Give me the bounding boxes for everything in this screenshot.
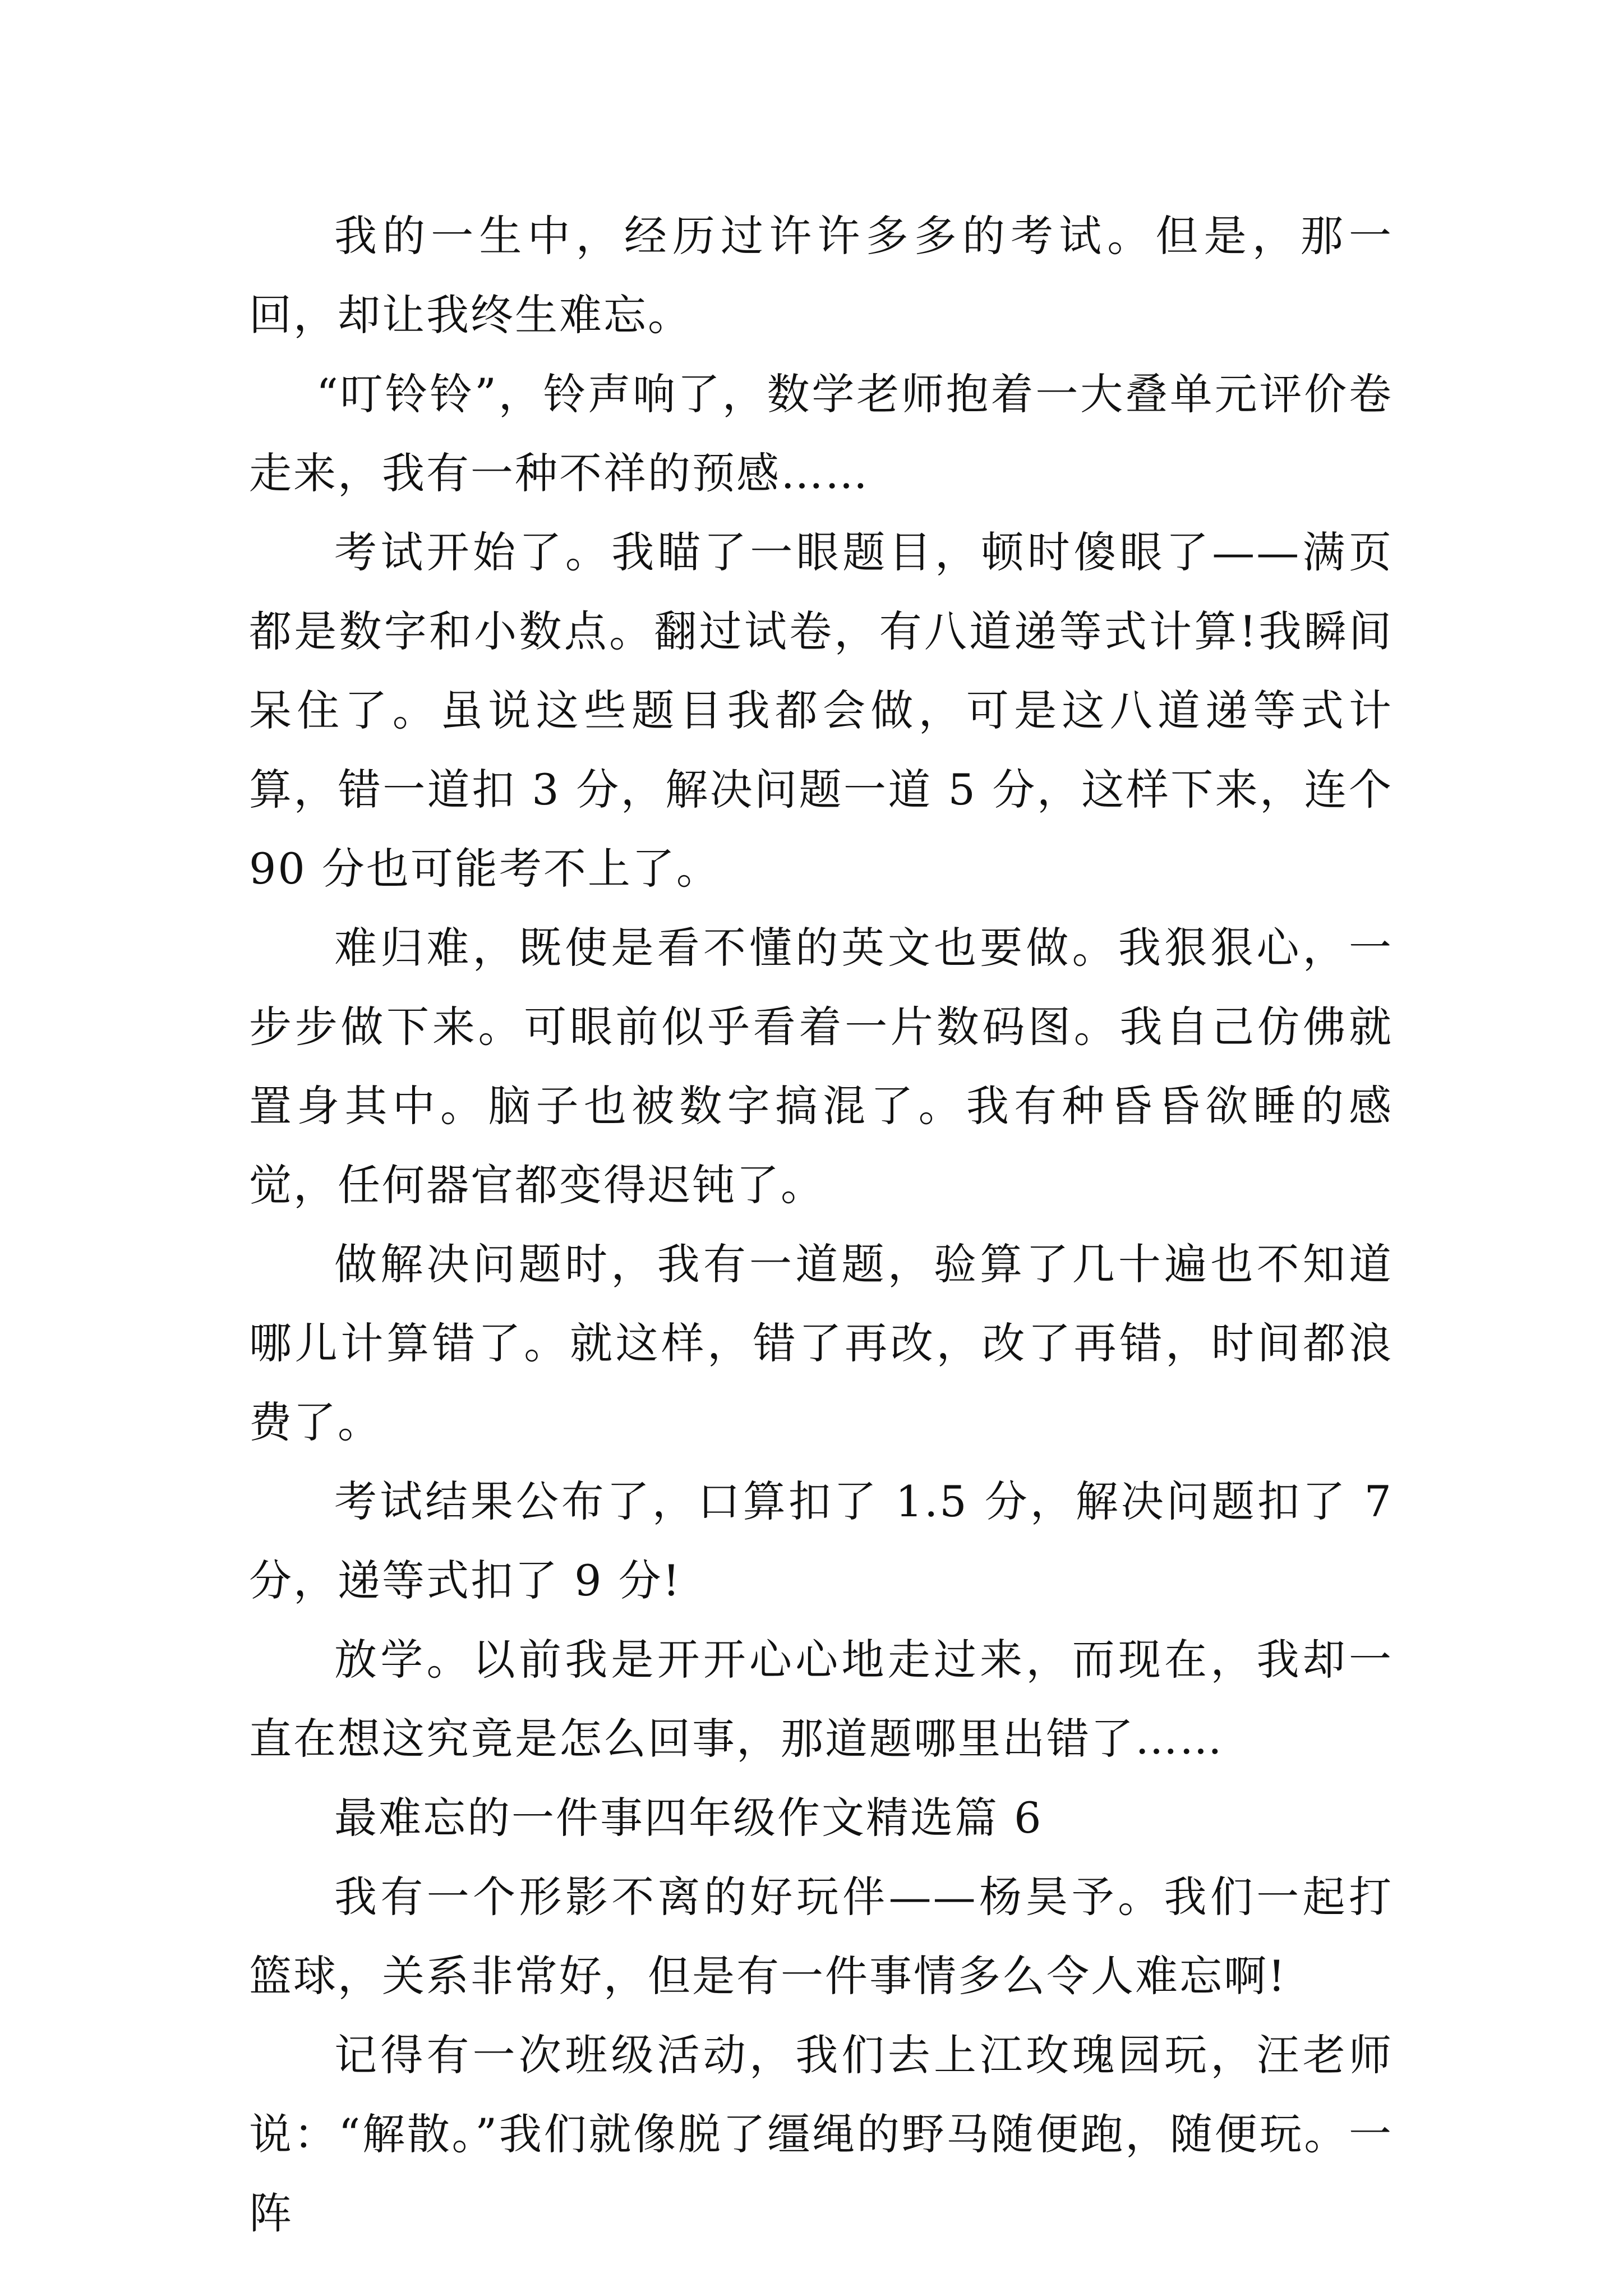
paragraph-6: 考试结果公布了，口算扣了 1.5 分，解决问题扣了 7 分，递等式扣了 9 分! <box>249 1476 1393 1605</box>
paragraph-5: 做解决问题时，我有一道题，验算了几十遍也不知道哪儿计算错了。就这样，错了再改，改了再错，时间都浪费了。 <box>249 1239 1393 1447</box>
paragraph-7: 放学。以前我是开开心心地走过来，而现在，我却一直在想这究竟是怎么回事，那道题哪里出错了…… <box>249 1635 1393 1764</box>
paragraph-9: 记得有一次班级活动，我们去上江玫瑰园玩，汪老师说：“解散。”我们就像脱了缰绳的野马随便跑，随便玩。一阵 <box>249 2030 1393 2238</box>
section-heading: 最难忘的一件事四年级作文精选篇 6 <box>334 1793 1043 1843</box>
paragraph-8: 我有一个形影不离的好玩伴——杨昊予。我们一起打篮球，关系非常好，但是有一件事情多么令人难忘啊! <box>249 1872 1393 2001</box>
paragraph-2: “叮铃铃”，铃声响了，数学老师抱着一大叠单元评价卷走来，我有一种不祥的预感…… <box>249 369 1393 498</box>
paragraph-1: 我的一生中，经历过许许多多的考试。但是，那一回，却让我终生难忘。 <box>249 211 1393 340</box>
essay-body <box>249 196 1393 2253</box>
paragraph-3: 考试开始了。我瞄了一眼题目，顿时傻眼了——满页都是数字和小数点。翻过试卷，有八道递等式计算!我瞬间呆住了。虽说这些题目我都会做，可是这八道递等式计算，错一道扣 3 分，解决问题一道 5 分，这样下来，连个 90 分也可能考不上了。 <box>249 527 1393 894</box>
paragraph-4: 难归难，既使是看不懂的英文也要做。我狠狠心，一步步做下来。可眼前似乎看着一片数码图。我自己仿佛就置身其中。脑子也被数字搞混了。我有种昏昏欲睡的感觉，任何器官都变得迟钝了。 <box>249 923 1393 1210</box>
